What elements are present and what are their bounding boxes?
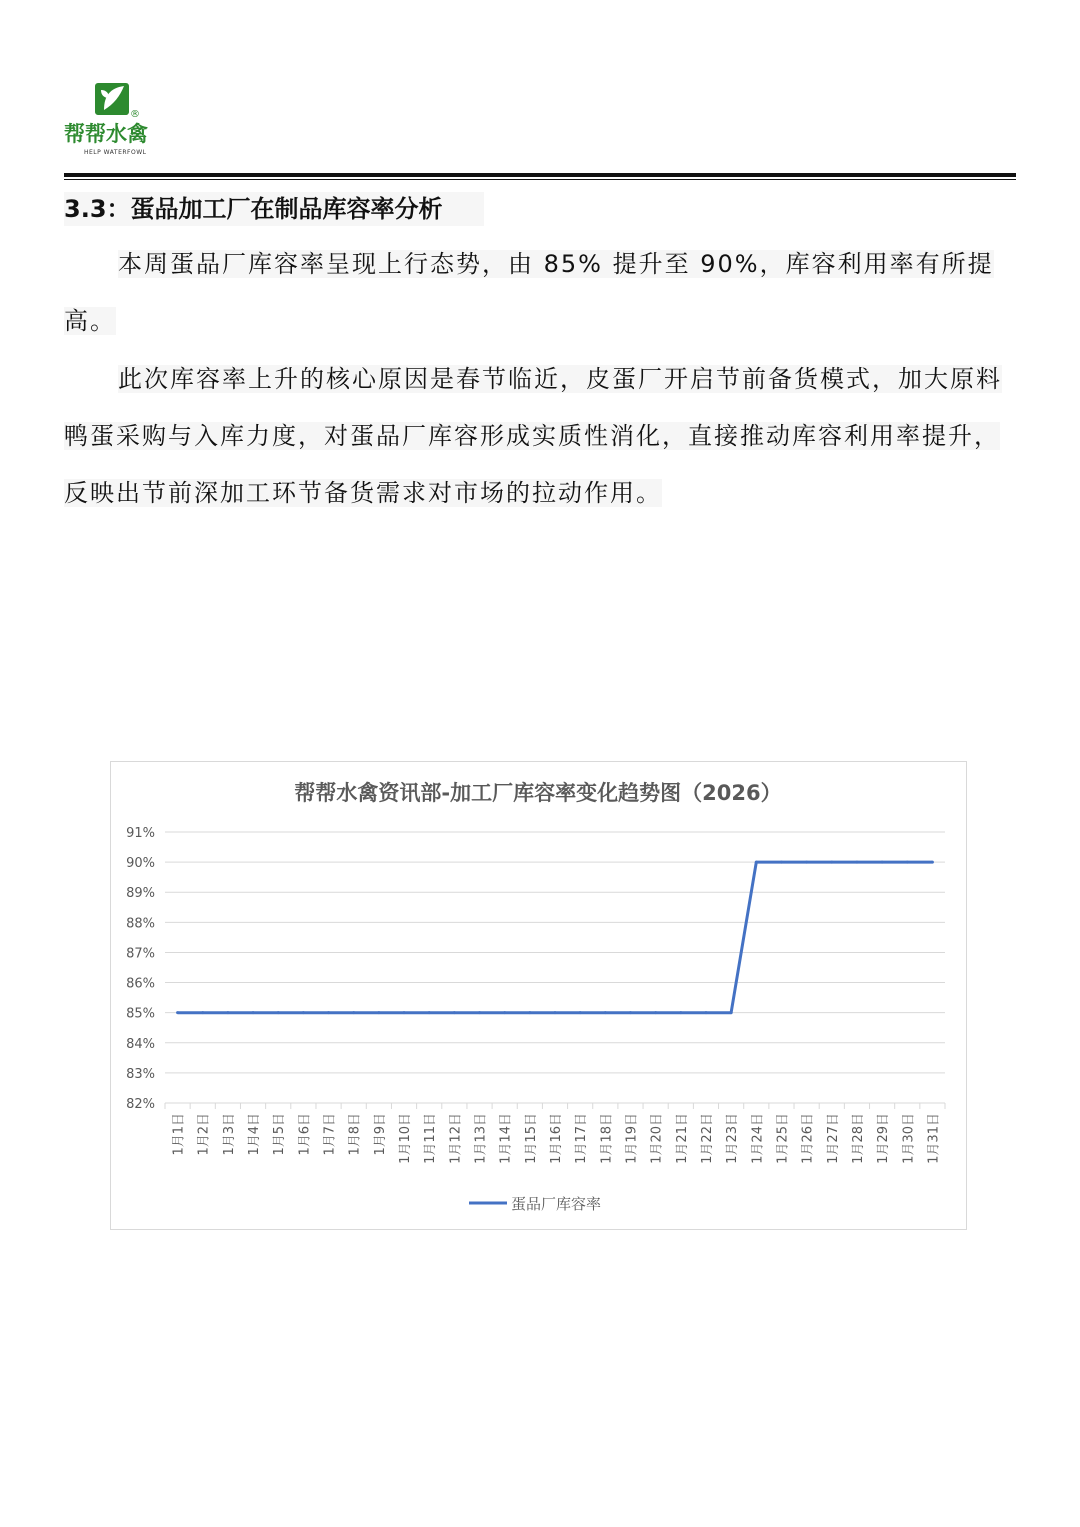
data-point: [805, 861, 808, 864]
y-tick-label: 85%: [126, 1006, 155, 1022]
x-tick-label: 1月19日: [624, 1113, 640, 1164]
x-tick-label: 1月29日: [876, 1113, 892, 1164]
x-tick-label: 1月15日: [523, 1113, 539, 1164]
x-tick-label: 1月10日: [398, 1113, 414, 1164]
series-line: [178, 862, 933, 1013]
data-point: [528, 1011, 531, 1014]
data-point: [176, 1011, 179, 1014]
y-tick-label: 90%: [126, 856, 155, 872]
data-point: [503, 1011, 506, 1014]
x-tick-label: 1月16日: [549, 1113, 564, 1164]
data-point: [730, 1011, 733, 1014]
paragraph-2-text: 此次库容率上升的核心原因是春节临近，皮蛋厂开启节前备货模式，加大原料鸭蛋采购与入库力度，对蛋品厂库容形成实质性消化，直接推动库容利用率提升，反映出节前深加工环节备货需求对市场的拉动作用。: [64, 365, 1002, 507]
brand-logo: [64, 82, 164, 162]
data-point: [780, 861, 783, 864]
paragraph-2: [64, 351, 1016, 522]
x-tick-label: 1月14日: [498, 1113, 514, 1164]
data-point: [226, 1011, 229, 1014]
x-tick-label: 1月21日: [674, 1113, 690, 1164]
section-heading: 3.3：蛋品加工厂在制品库容率分析: [64, 192, 484, 226]
data-point: [403, 1011, 406, 1014]
data-point: [352, 1011, 355, 1014]
y-tick-label: 88%: [126, 916, 155, 932]
paragraph-1-text: 本周蛋品厂库容率呈现上行态势，由 85% 提升至 90%，库容利用率有所提高。: [64, 250, 994, 335]
y-tick-label: 86%: [126, 976, 155, 992]
data-point: [428, 1011, 431, 1014]
x-tick-label: 1月24日: [750, 1113, 766, 1164]
leaf-logo-icon: [94, 82, 130, 116]
data-point: [604, 1011, 607, 1014]
x-tick-label: 1月4日: [247, 1113, 263, 1156]
paragraph-1: [64, 236, 1016, 350]
data-point: [478, 1011, 481, 1014]
data-point: [327, 1011, 330, 1014]
data-point: [377, 1011, 380, 1014]
y-tick-label: 91%: [126, 826, 155, 841]
x-tick-label: 1月8日: [347, 1113, 363, 1156]
x-tick-label: 1月28日: [850, 1113, 866, 1164]
x-tick-label: 1月27日: [825, 1113, 841, 1164]
data-point: [931, 861, 934, 864]
data-point: [755, 861, 758, 864]
x-tick-label: 1月11日: [423, 1113, 439, 1164]
trend-chart: [110, 761, 967, 1230]
x-tick-label: 1月23日: [725, 1113, 741, 1164]
data-point: [629, 1011, 632, 1014]
data-point: [554, 1011, 557, 1014]
x-tick-label: 1月30日: [901, 1113, 917, 1164]
x-tick-label: 1月26日: [800, 1113, 816, 1164]
chart-title: 帮帮水禽资讯部-加工厂库容率变化趋势图（2026）: [294, 781, 782, 805]
data-point: [252, 1011, 255, 1014]
brand-name-en: HELP WATERFOWL: [84, 149, 147, 156]
brand-name-cn: 帮帮水禽: [64, 122, 148, 146]
x-tick-label: 1月1日: [171, 1113, 187, 1156]
registered-mark: ®: [130, 109, 140, 120]
header-rule: [64, 173, 1016, 177]
x-tick-label: 1月9日: [372, 1113, 388, 1156]
x-tick-label: 1月18日: [599, 1113, 615, 1164]
x-tick-label: 1月13日: [473, 1113, 489, 1164]
data-point: [830, 861, 833, 864]
data-point: [302, 1011, 305, 1014]
y-tick-label: 82%: [126, 1097, 155, 1112]
x-tick-label: 1月20日: [649, 1113, 665, 1164]
y-tick-label: 83%: [126, 1066, 155, 1082]
x-tick-label: 1月22日: [699, 1113, 715, 1164]
x-tick-label: 1月25日: [775, 1113, 791, 1164]
x-tick-label: 1月7日: [322, 1113, 338, 1156]
data-point: [704, 1011, 707, 1014]
y-tick-label: 87%: [126, 946, 155, 962]
x-tick-label: 1月31日: [926, 1113, 942, 1164]
x-tick-label: 1月5日: [272, 1113, 288, 1156]
data-point: [201, 1011, 204, 1014]
x-tick-label: 1月17日: [574, 1113, 590, 1164]
legend-label: 蛋品厂库容率: [511, 1195, 602, 1213]
data-point: [579, 1011, 582, 1014]
data-point: [654, 1011, 657, 1014]
chart-svg: [111, 762, 966, 1229]
data-point: [881, 861, 884, 864]
data-point: [453, 1011, 456, 1014]
x-tick-label: 1月6日: [297, 1113, 313, 1156]
x-tick-label: 1月2日: [196, 1113, 212, 1156]
y-tick-label: 84%: [126, 1036, 155, 1052]
data-point: [679, 1011, 682, 1014]
y-tick-label: 89%: [126, 886, 155, 902]
data-point: [906, 861, 909, 864]
data-point: [277, 1011, 280, 1014]
x-tick-label: 1月3日: [221, 1113, 237, 1156]
header-rule-thin: [64, 179, 1016, 180]
x-tick-label: 1月12日: [448, 1113, 464, 1164]
data-point: [855, 861, 858, 864]
